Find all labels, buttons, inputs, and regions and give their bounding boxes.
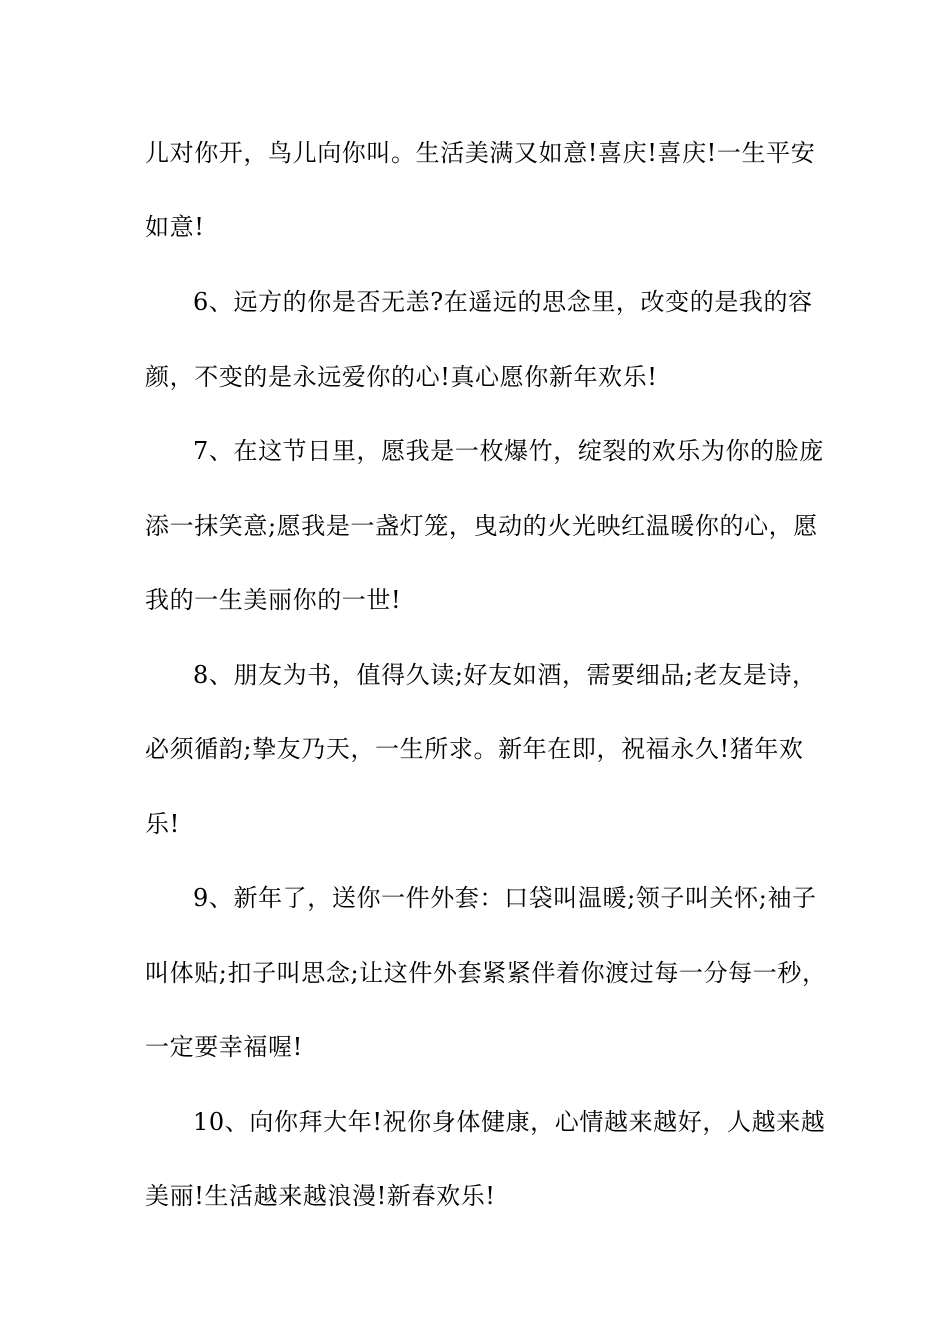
- text-line: 我的一生美丽你的一世!: [145, 586, 402, 614]
- text-line: 儿对你开，鸟儿向你叫。生活美满又如意!喜庆!喜庆!一生平安: [145, 139, 816, 167]
- text-line: 叫体贴;扣子叫思念;让这件外套紧紧伴着你渡过每一分每一秒，: [145, 959, 827, 987]
- text-line: 一定要幸福喔!: [145, 1033, 303, 1061]
- text-line: 颜，不变的是永远爱你的心!真心愿你新年欢乐!: [145, 363, 658, 391]
- text-line: 乐!: [145, 810, 180, 838]
- text-line: 如意!: [145, 213, 205, 241]
- paragraph-6-start: 6、远方的你是否无恙?在遥远的思念里，改变的是我的容: [193, 288, 813, 316]
- paragraph-10-start: 10、向你拜大年!祝你身体健康，心情越来越好，人越来越: [193, 1108, 826, 1136]
- paragraph-8-start: 8、朋友为书，值得久读;好友如酒，需要细品;老友是诗，: [193, 661, 817, 689]
- text-line: 必须循韵;挚友乃天，一生所求。新年在即，祝福永久!猪年欢: [145, 735, 804, 763]
- paragraph-7-start: 7、在这节日里，愿我是一枚爆竹，绽裂的欢乐为你的脸庞: [193, 437, 824, 465]
- text-line: 美丽!生活越来越浪漫!新春欢乐!: [145, 1182, 496, 1210]
- paragraph-9-start: 9、新年了，送你一件外套：口袋叫温暖;领子叫关怀;袖子: [193, 884, 817, 912]
- text-line: 添一抹笑意;愿我是一盏灯笼，曳动的火光映红温暖你的心，愿: [145, 512, 818, 540]
